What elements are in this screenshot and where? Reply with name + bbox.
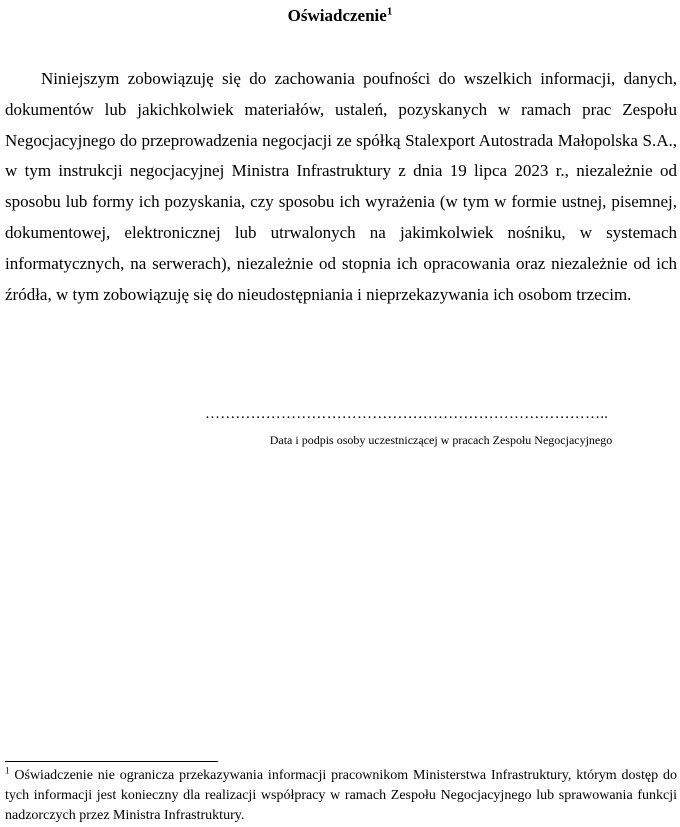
document-title [0, 5, 680, 27]
footnote-text: Oświadczenie nie ogranicza przekazywania informacji pracownikom Ministerstwa Infrastruktury, którym dostęp do tych informacji jest konieczny dla realizacji współpracy w ramach Zespołu Negocjacyjnego lub sprawowania funkcji nadzorczych przez Ministra Infrastruktury. [5, 768, 677, 823]
footnote-marker: 1 [5, 765, 10, 776]
footnote-separator [5, 761, 218, 762]
footnote [5, 766, 677, 826]
signature-line: …………………………………………………………………….. [205, 406, 609, 422]
title-footnote-marker: 1 [386, 5, 393, 18]
declaration-paragraph: Niniejszym zobowiązuję się do zachowania poufności do wszelkich informacji, danych, dokumentów lub jakichkolwiek materiałów, ustaleń, pozyskanych w ramach prac Zespołu Negocjacyjnego do przeprowadzenia negocjacji ze spółką Stalexport Autostrada Małopolska S.A., w tym instrukcji negocjacyjnej Ministra Infrastruktury z dnia 19 lipca 2023 r., niezależnie od sposobu lub formy ich pozyskania, czy sposobu ich wyrażenia (w tym w formie ustnej, pisemnej, dokumentowej, elektronicznej lub utrwalonych na jakimkolwiek nośniku, w systemach informatycznych, na serwerach), niezależnie od stopnia ich opracowania oraz niezależnie od ich źródła, w tym zobowiązuję się do nieudostępniania i nieprzekazywania ich osobom trzecim. [5, 69, 677, 304]
title-text: Oświadczenie [287, 6, 387, 25]
signature-caption: Data i podpis osoby uczestniczącej w pracach Zespołu Negocjacyjnego [269, 433, 613, 447]
